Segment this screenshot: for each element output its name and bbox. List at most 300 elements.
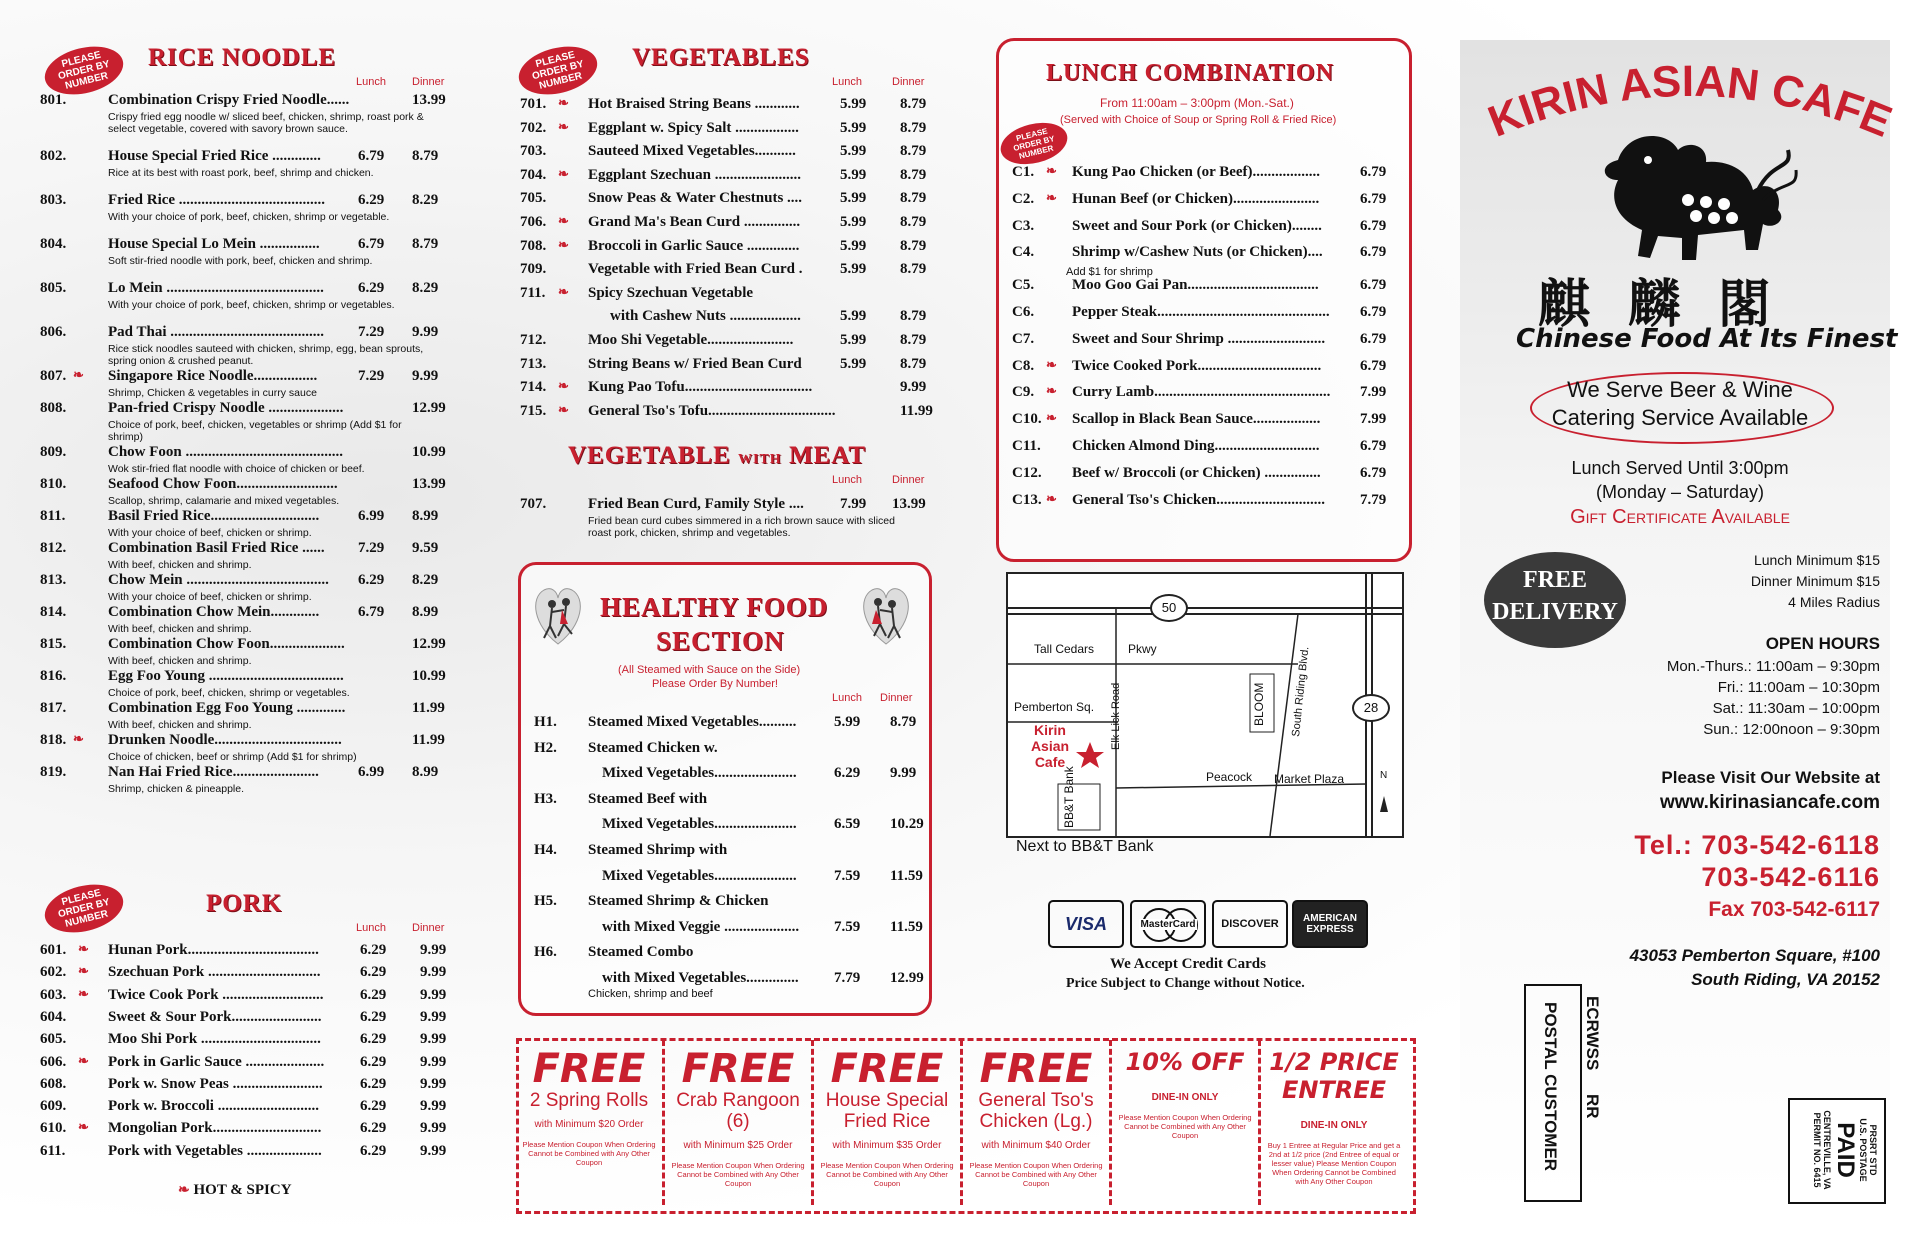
coupon-minimum: with Minimum $20 Order [534, 1119, 644, 1130]
coupon-headline: FREE [979, 1046, 1093, 1092]
item-name: Steamed Combo [588, 944, 694, 961]
coupon-headline: FREE [532, 1046, 646, 1092]
item-name: Moo Goo Gai Pan................................... [1072, 277, 1319, 294]
item-description: With beef, chicken and shrimp. [108, 623, 252, 635]
item-description: Scallop, shrimp, calamarie and mixed vegetables. [108, 495, 340, 507]
lunch-price: 7.29 [358, 324, 385, 340]
item-number: C9. [1012, 384, 1035, 401]
item-number: C3. [1012, 217, 1035, 234]
menu-item [1012, 358, 1402, 376]
item-name: Combination Basil Fried Rice ...... [108, 540, 325, 556]
item-number: C6. [1012, 304, 1035, 320]
item-name: Pork with Vegetables .................... [108, 1142, 322, 1159]
item-price: 6.79 [1360, 304, 1387, 320]
order-by-number-badge: PLEASE ORDER BY NUMBER [996, 116, 1071, 170]
item-price: 6.79 [1360, 190, 1387, 207]
lunch-served-text: Lunch Served Until 3:00pm (Monday – Saturday) [1571, 458, 1789, 502]
menu-item [40, 148, 460, 179]
menu-item [40, 572, 460, 603]
chili-icon: ❧ [1046, 490, 1057, 506]
open-hours-title: OPEN HOURS [1765, 634, 1880, 653]
menu-item [40, 236, 460, 267]
section-title-healthy: HEALTHY FOOD [600, 592, 829, 622]
coupon-fine-print: Please Mention Coupon When Ordering Cannot be Combined with Any Other Coupon [1118, 1113, 1252, 1140]
menu-item [520, 285, 940, 303]
menu-item [40, 1076, 460, 1094]
map-label-pemberton: Pemberton Sq. [1014, 700, 1095, 714]
section-title-pork: PORK [206, 890, 283, 917]
menu-item [520, 308, 940, 326]
item-name: Shrimp w/Cashew Nuts (or Chicken).... [1072, 244, 1323, 261]
item-price: 6.79 [1360, 438, 1387, 454]
item-number: 610. [40, 1120, 67, 1137]
dinner-price: 12.99 [890, 970, 924, 986]
order-by-number-badge: PLEASE ORDER BY NUMBER [514, 39, 603, 102]
chili-icon: ❧ [78, 1052, 89, 1068]
item-name: Mongolian Pork............................. [108, 1120, 322, 1137]
coupon-offer: House Special Fried Rice [825, 1090, 949, 1132]
item-number: 810. [40, 476, 67, 492]
item-name: Twice Cook Pork ........................... [108, 986, 324, 1003]
brand-chinese-name: 麒 麟 閣 [1538, 274, 1781, 335]
item-number: 813. [40, 572, 67, 588]
item-name: Beef w/ Broccoli (or Chicken) ............... [1072, 464, 1321, 481]
lunch-label: Lunch [356, 922, 386, 934]
item-number: 803. [40, 192, 67, 208]
dinner-label: Dinner [880, 692, 913, 704]
item-number: C7. [1012, 330, 1035, 347]
dinner-price: 8.79 [900, 308, 927, 325]
ecrwss-label: ECRWSS RR [1583, 996, 1602, 1119]
menu-item [520, 238, 940, 256]
item-description: Soft stir-fried noodle with pork, beef, chicken and shrimp. [108, 255, 373, 267]
dinner-price: 10.99 [412, 444, 446, 460]
coupon-fine-print: Buy 1 Entree at Regular Price and get a 2nd at 1/2 price (2nd Entree of equal or lesser value) Please Mention Coupon When Ordering Cannot be Combined with Any Other Coupon [1267, 1141, 1401, 1186]
item-name: Combination Chow Foon.................... [108, 636, 345, 652]
item-name: Pad Thai ......................................... [108, 324, 324, 340]
lunch-price: 6.29 [360, 1142, 387, 1159]
item-description: Wok stir-fried flat noodle with choice of chicken or beef. [108, 463, 365, 475]
dinner-price: 8.79 [412, 148, 439, 164]
lunch-price: 6.79 [358, 148, 385, 164]
item-name: House Special Fried Rice ............. [108, 148, 321, 164]
coupon-offer: 2 Spring Rolls [529, 1090, 649, 1111]
lunch-price: 7.59 [834, 867, 861, 884]
item-name: Twice Cooked Pork................................. [1072, 357, 1322, 374]
item-number: 701. [520, 96, 547, 112]
brand-tagline: Chinese Food At Its Finest [1516, 324, 1898, 354]
menu-item [1012, 164, 1402, 182]
chili-icon: ❧ [73, 731, 84, 746]
item-price: 6.79 [1360, 277, 1387, 294]
address-line-2: South Riding, VA 20152 [1691, 970, 1880, 989]
item-number: 804. [40, 236, 67, 252]
item-price: 7.79 [1360, 491, 1387, 508]
healthy-combo-note: Chicken, shrimp and beef [588, 988, 713, 1000]
item-number: 807. [40, 368, 67, 384]
item-name: Pan-fried Crispy Noodle .................... [108, 400, 344, 416]
coupon-card[interactable] [516, 1040, 665, 1205]
chili-icon: ❧ [558, 213, 569, 228]
item-number: 714. [520, 379, 547, 396]
item-name: Mixed Vegetables...................... [602, 765, 797, 782]
coupon-fine-print: Please Mention Coupon When Ordering Cannot be Combined with Any Other Coupon [969, 1161, 1103, 1188]
chili-icon: ❧ [78, 963, 89, 979]
chili-icon: ❧ [558, 165, 569, 181]
dinner-price: 8.79 [890, 714, 917, 730]
dinner-price: 9.99 [420, 1008, 447, 1025]
dinner-price: 9.99 [420, 1120, 447, 1137]
item-price: 6.79 [1360, 244, 1387, 261]
chili-icon: ❧ [1046, 356, 1057, 372]
menu-item [40, 92, 460, 135]
item-price: 6.79 [1360, 164, 1387, 180]
menu-item [520, 356, 940, 374]
lunch-price: 7.79 [834, 970, 861, 986]
item-price: 6.79 [1360, 464, 1387, 481]
item-description: Rice at its best with roast pork, beef, shrimp and chicken. [108, 167, 374, 179]
lunch-price: 5.99 [834, 714, 861, 730]
menu-item [1012, 244, 1402, 262]
item-number: C5. [1012, 277, 1035, 294]
item-name: Combination Crispy Fried Noodle...... [108, 92, 350, 108]
order-by-number-badge: PLEASE ORDER BY NUMBER [40, 877, 129, 940]
chili-icon: ❧ [1046, 163, 1057, 178]
menu-item [1012, 277, 1402, 295]
item-name: Chicken Almond Ding............................ [1072, 438, 1320, 454]
delivery-minimums: Lunch Minimum $15 Dinner Minimum $15 4 Miles Radius [1750, 552, 1880, 610]
menu-item [1012, 304, 1402, 322]
coupon-headline: FREE [681, 1046, 795, 1092]
chili-icon: ❧ [1046, 189, 1057, 205]
item-number: 819. [40, 764, 67, 780]
item-number: 809. [40, 444, 67, 460]
lunch-price: 5.99 [840, 166, 867, 183]
open-hours-row: Fri.: 11:00am – 10:30pm [1717, 679, 1880, 696]
menu-item [40, 400, 460, 443]
menu-item [40, 1009, 460, 1027]
lunch-price: 5.99 [840, 190, 867, 207]
dinner-price: 11.99 [412, 732, 445, 748]
item-number: 808. [40, 400, 67, 416]
menu-item [1012, 438, 1402, 456]
dinner-price: 8.79 [900, 332, 927, 348]
coupon-minimum: with Minimum $35 Order [832, 1140, 942, 1151]
lunch-price: 6.29 [834, 765, 861, 782]
item-description: Choice of pork, beef, chicken, vegetables or shrimp (Add $1 for shrimp) [108, 419, 402, 443]
item-number: 609. [40, 1098, 67, 1115]
location-map [1006, 572, 1404, 838]
lunch-label: Lunch [832, 692, 862, 704]
dinner-price: 9.99 [420, 1098, 447, 1115]
lunch-price: 6.29 [360, 1120, 387, 1137]
menu-item [534, 970, 924, 988]
menu-item [40, 1098, 460, 1116]
dinner-price: 9.99 [420, 1075, 447, 1092]
item-number: 805. [40, 280, 67, 296]
lunch-price: 5.99 [840, 308, 867, 325]
item-name: Drunken Noodle.................................. [108, 732, 342, 748]
chili-icon: ❧ [1046, 383, 1057, 399]
item-description: Shrimp, chicken & pineapple. [108, 783, 244, 795]
item-name: Kung Pao Chicken (or Beef).................. [1072, 164, 1321, 180]
beer-wine-text: We Serve Beer & Wine Catering Service Available [1551, 377, 1809, 430]
chili-icon: ❧ [78, 985, 89, 1001]
lunch-combo-hours: From 11:00am – 3:00pm (Mon.-Sat.) [1100, 96, 1294, 110]
lunch-price: 6.29 [360, 986, 387, 1003]
fax-number: Fax 703-542-6117 [1708, 898, 1880, 921]
item-name: Spicy Szechuan Vegetable [588, 284, 754, 301]
section-title-veg-meat: VEGETABLE WITH MEAT [568, 442, 867, 469]
item-price: 6.79 [1360, 217, 1387, 234]
menu-item [534, 944, 924, 962]
item-number: C11. [1012, 438, 1041, 454]
dinner-price: 12.99 [412, 636, 446, 652]
chili-icon: ❧ [558, 378, 569, 394]
menu-item [520, 332, 940, 350]
item-number: 606. [40, 1053, 67, 1070]
item-name: with Cashew Nuts ................... [610, 308, 801, 325]
item-description: Shrimp, Chicken & vegetables in curry sauce [108, 387, 317, 399]
menu-item [40, 700, 460, 731]
telephone-1: Tel.: 703-542-6118 [1634, 830, 1880, 860]
lunch-label: Lunch [356, 76, 386, 88]
item-name: Sweet and Sour Shrimp .......................... [1072, 330, 1326, 347]
item-number: C13. [1012, 491, 1042, 508]
item-name: Egg Foo Young .................................... [108, 668, 344, 684]
item-name: Combination Chow Mein............. [108, 604, 320, 620]
map-label-bloom: BLOOM [1252, 682, 1266, 726]
dinner-price: 8.79 [900, 355, 927, 372]
dinner-price: 9.99 [412, 368, 439, 384]
route-50-marker: 50 [1150, 594, 1188, 622]
menu-item [1012, 411, 1402, 429]
dinner-price: 9.99 [900, 379, 927, 396]
chili-icon: ❧ [78, 1119, 89, 1135]
menu-item [1012, 384, 1402, 402]
section-title-lunch-combo: LUNCH COMBINATION [1046, 60, 1334, 86]
dinner-price: 9.99 [420, 1031, 447, 1048]
website-link[interactable]: www.kirinasiancafe.com [1660, 792, 1880, 813]
menu-item [534, 791, 924, 809]
lunch-price: 6.29 [360, 1008, 387, 1025]
dinner-price: 8.79 [900, 190, 927, 207]
menu-item [520, 143, 940, 161]
item-name: Chow Mein ...................................... [108, 572, 329, 588]
dinner-price: 9.59 [412, 540, 439, 556]
menu-item [40, 192, 460, 223]
lunch-price: 7.99 [840, 496, 867, 512]
dinner-price: 11.99 [900, 402, 933, 419]
coupon-fine-print: Please Mention Coupon When Ordering Cannot be Combined with Any Other Coupon [671, 1161, 805, 1188]
open-hours-row: Mon.-Thurs.: 11:00am – 9:30pm [1666, 658, 1880, 675]
menu-item [40, 668, 460, 699]
lunch-label: Lunch [832, 76, 862, 88]
item-number: 815. [40, 636, 67, 652]
item-name: Steamed Chicken w. [588, 739, 718, 756]
dinner-price: 8.29 [412, 572, 439, 588]
coupon-card[interactable] [814, 1040, 963, 1205]
dinner-price: 8.29 [412, 192, 439, 208]
item-number: H5. [534, 893, 557, 910]
kirin-logo-icon [1578, 120, 1798, 280]
dinner-price: 10.29 [890, 816, 924, 833]
item-number: H3. [534, 790, 557, 807]
item-name: Seafood Chow Foon........................... [108, 476, 338, 492]
item-name: Hunan Pork................................... [108, 942, 319, 958]
dinner-price: 11.99 [412, 700, 445, 716]
section-title-vegetables: VEGETABLES [632, 44, 810, 71]
item-number: 608. [40, 1075, 67, 1092]
open-hours-list [1600, 656, 1880, 740]
lunch-price: 7.29 [358, 540, 385, 556]
item-description: Fried bean curd cubes simmered in a rich brown sauce with sliced roast pork, chicken, shrimp and vegetables. [588, 515, 895, 539]
dinner-price: 9.99 [890, 765, 917, 782]
lunch-price: 5.99 [840, 355, 867, 372]
item-description: Crispy fried egg noodle w/ sliced beef, chicken, shrimp, roast pork & select vegetable, covered with savory brown sauce. [108, 111, 424, 135]
menu-item [1012, 191, 1402, 209]
item-name: Pork w. Broccoli ........................... [108, 1098, 319, 1115]
menu-item [40, 636, 460, 667]
gift-certificate: Gift Certificate Available [1570, 506, 1790, 528]
lunch-price: 6.99 [358, 508, 385, 524]
lunch-price: 7.29 [358, 368, 385, 384]
north-arrow-label: N [1380, 770, 1388, 781]
coupon-fine-print: Please Mention Coupon When Ordering Cannot be Combined with Any Other Coupon [820, 1161, 954, 1188]
dinner-price: 13.99 [892, 496, 926, 512]
menu-item [1012, 465, 1402, 483]
item-name: Hunan Beef (or Chicken)....................... [1072, 190, 1320, 207]
healthy-subtitle: (All Steamed with Sauce on the Side) [618, 664, 801, 676]
dinner-price: 8.99 [412, 764, 439, 780]
item-description: With your choice of pork, beef, chicken, shrimp or vegetable. [108, 211, 390, 223]
item-name: Fried Rice ....................................... [108, 192, 326, 208]
item-number: 811. [40, 508, 66, 524]
postal-customer-label: POSTAL CUSTOMER [1541, 1002, 1560, 1172]
menu-item [40, 942, 460, 960]
menu-item [534, 893, 924, 911]
menu-item [534, 919, 924, 937]
dinner-price: 8.79 [900, 237, 927, 254]
chili-icon: ❧ [558, 236, 569, 252]
item-number: 712. [520, 332, 547, 348]
menu-item [40, 444, 460, 475]
dinner-label: Dinner [892, 474, 925, 486]
coupon-offer: General Tso's Chicken (Lg.) [978, 1090, 1094, 1132]
item-name: Steamed Shrimp with [588, 842, 728, 858]
menu-item [520, 190, 940, 208]
section-title-rice-noodle: RICE NOODLE [148, 44, 337, 71]
item-price: 7.99 [1360, 411, 1387, 428]
item-number: 711. [520, 284, 546, 301]
lunch-price: 6.79 [358, 604, 385, 620]
item-price: 6.79 [1360, 357, 1387, 374]
menu-item [520, 214, 940, 232]
lunch-price: 5.99 [840, 119, 867, 136]
item-name: General Tso's Tofu.................................. [588, 402, 836, 419]
item-name: Hot Braised String Beans ............ [588, 96, 800, 112]
mastercard-logo: MasterCard [1130, 900, 1206, 948]
item-number: 709. [520, 261, 547, 278]
item-number: 705. [520, 190, 547, 207]
item-number: 707. [520, 496, 547, 512]
chili-icon: ❧ [558, 283, 569, 299]
dinner-price: 10.99 [412, 668, 446, 684]
free-delivery-badge: FREE DELIVERY [1484, 552, 1626, 648]
dinner-price: 8.29 [412, 280, 439, 296]
chili-icon: ❧ [1046, 410, 1057, 426]
menu-item [520, 379, 940, 397]
menu-item [534, 740, 924, 758]
map-label-market-plaza: Market Plaza [1274, 772, 1345, 786]
item-name: Szechuan Pork .............................. [108, 964, 321, 981]
map-label-pkwy: Pkwy [1128, 642, 1157, 656]
lunch-price: 5.99 [840, 143, 867, 160]
item-number: 812. [40, 540, 67, 556]
dinner-price: 8.79 [900, 119, 927, 136]
item-number: 602. [40, 964, 67, 981]
map-label-peacock: Peacock [1206, 770, 1253, 784]
item-name: Steamed Beef with [588, 790, 708, 807]
item-number: C1. [1012, 164, 1035, 180]
item-number: H4. [534, 842, 557, 858]
coupon-card[interactable] [963, 1040, 1112, 1205]
chili-icon: ❧ [178, 1183, 190, 1198]
menu-item [520, 496, 940, 539]
lunch-price: 6.29 [358, 280, 385, 296]
lunch-price: 6.29 [360, 1098, 387, 1115]
menu-item [40, 1031, 460, 1049]
item-description: With beef, chicken and shrimp. [108, 559, 252, 571]
dinner-price: 8.79 [900, 261, 927, 278]
coupon-card[interactable] [1261, 1040, 1407, 1205]
menu-item [40, 280, 460, 311]
visit-website-text: Please Visit Our Website at [1661, 768, 1880, 787]
menu-item [520, 261, 940, 279]
route-28-marker: 28 [1352, 694, 1390, 722]
section-title-healthy-2: SECTION [656, 626, 785, 656]
lunch-price: 5.99 [840, 332, 867, 348]
coupon-card[interactable] [665, 1040, 814, 1205]
item-name: Chow Foon .......................................... [108, 444, 344, 460]
chili-icon: ❧ [558, 118, 569, 134]
menu-item [1012, 218, 1402, 236]
map-label-bbt: BB&T Bank [1062, 766, 1076, 828]
lunch-price: 5.99 [840, 214, 867, 230]
menu-item [40, 476, 460, 507]
lunch-price: 5.99 [840, 96, 867, 112]
item-name: Moo Shi Vegetable....................... [588, 332, 794, 348]
item-name: Mixed Vegetables...................... [602, 867, 797, 884]
item-name: Lo Mein .......................................... [108, 280, 324, 296]
item-price: 7.99 [1360, 384, 1387, 401]
item-name: Sauteed Mixed Vegetables........... [588, 143, 796, 160]
dinner-price: 11.59 [890, 918, 923, 935]
item-number: C4. [1012, 244, 1035, 261]
lunch-price: 6.29 [360, 1053, 387, 1070]
menu-item [40, 987, 460, 1005]
coupon-headline: FREE [830, 1046, 944, 1092]
dinner-label: Dinner [412, 922, 445, 934]
coupon-card[interactable] [1112, 1040, 1261, 1205]
menu-item [520, 167, 940, 185]
menu-item [534, 714, 924, 732]
item-number: 713. [520, 355, 547, 372]
discover-logo: DISCOVER [1212, 900, 1288, 948]
item-number: C2. [1012, 190, 1035, 207]
lunch-price: 6.29 [360, 942, 387, 958]
lunch-price: 5.99 [840, 261, 867, 278]
